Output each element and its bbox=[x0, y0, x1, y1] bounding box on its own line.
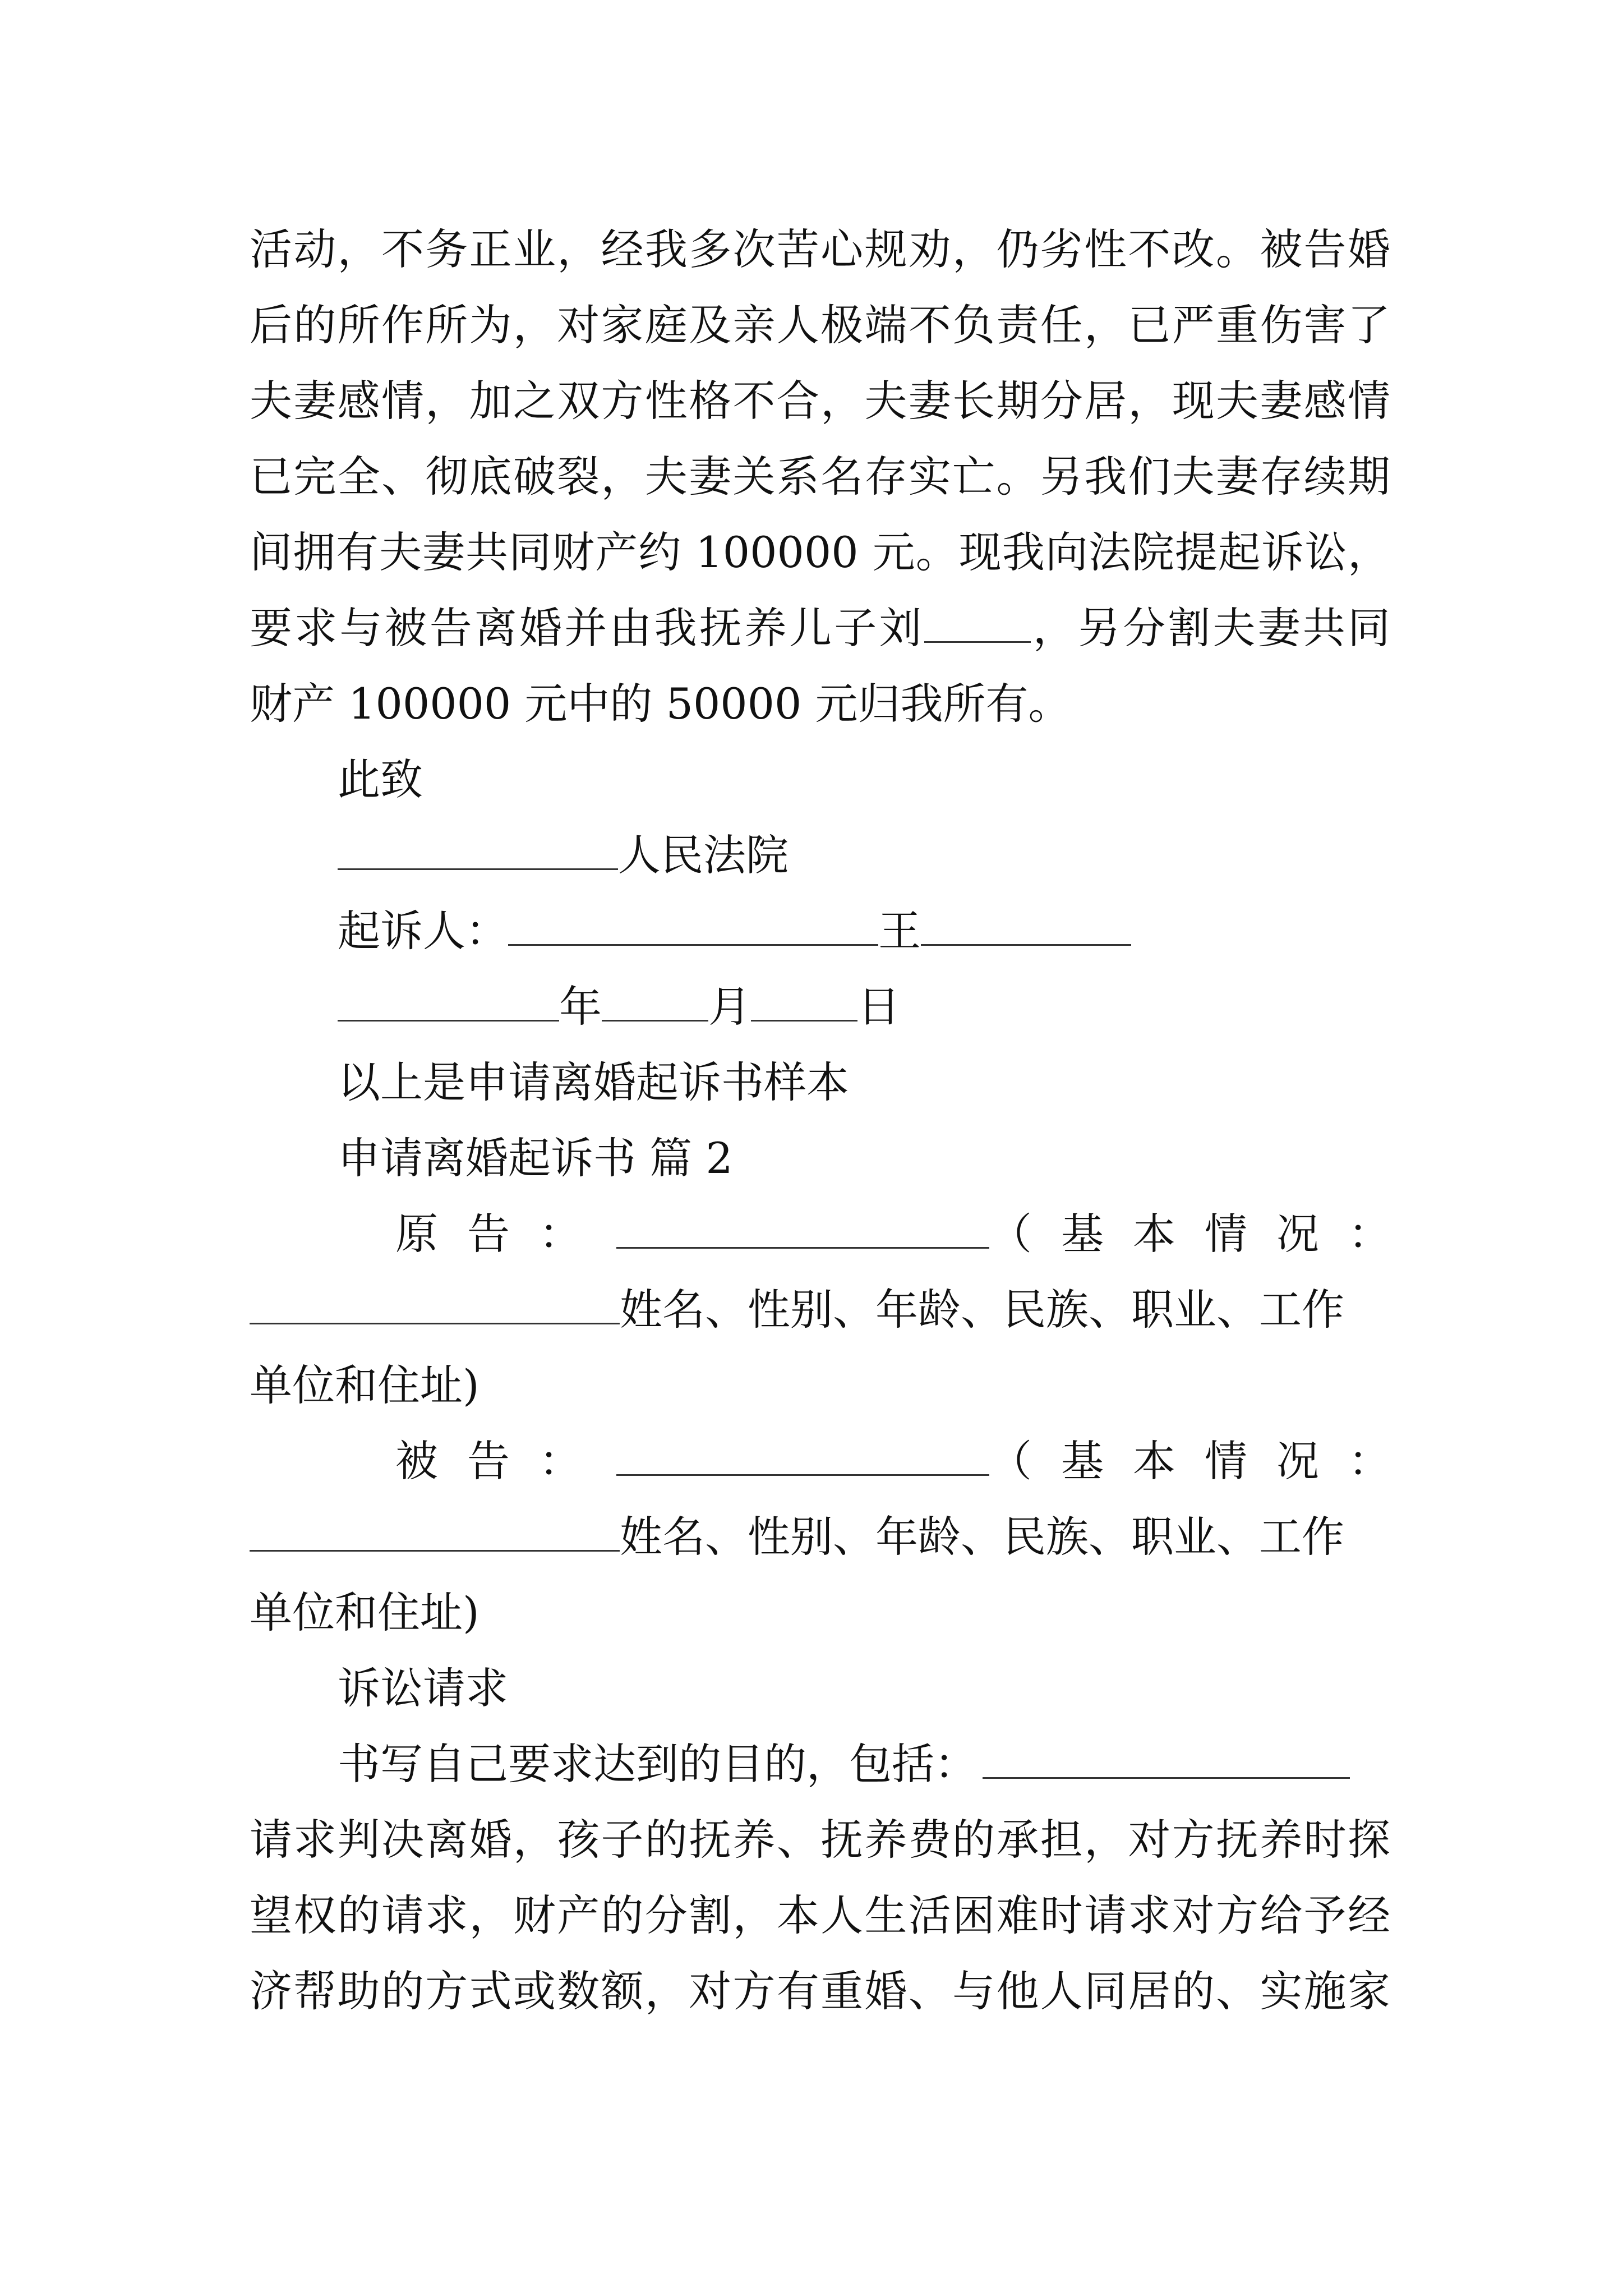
plaintiff-name-blank[interactable] bbox=[616, 1208, 989, 1249]
court-line bbox=[338, 827, 789, 884]
paragraph-text: ，另分割夫妻共同 bbox=[1030, 603, 1391, 653]
plaintiff-row bbox=[395, 1206, 1420, 1262]
year-blank[interactable] bbox=[338, 981, 559, 1022]
day-label: 日 bbox=[857, 982, 900, 1032]
plaintiff-label: 起诉人： bbox=[338, 906, 508, 956]
son-name-blank[interactable] bbox=[924, 602, 1031, 643]
section-title: 申请离婚起诉书 篇 2 bbox=[338, 1133, 733, 1183]
plaintiff-signature-blank[interactable] bbox=[508, 905, 878, 946]
month-label: 月 bbox=[708, 982, 751, 1032]
plaintiff-details: 姓名、性别、年龄、民族、职业、工作 bbox=[620, 1285, 1344, 1335]
plaintiff-role-label: 原告： bbox=[395, 1209, 611, 1259]
basic-info-label: （基本情况： bbox=[989, 1209, 1420, 1259]
paragraph-line: 间拥有夫妻共同财产约 100000 元。现我向法院提起诉讼， bbox=[250, 527, 1390, 577]
plaintiff-name: 王 bbox=[878, 906, 921, 956]
defendant-role-label: 被告： bbox=[395, 1436, 611, 1486]
claims-blank[interactable] bbox=[983, 1738, 1350, 1779]
year-label: 年 bbox=[559, 982, 602, 1032]
claims-line: 望权的请求，财产的分割，本人生活困难时请求对方给予经 bbox=[250, 1890, 1390, 1940]
claims-intro: 书写自己要求达到的目的，包括： bbox=[338, 1739, 977, 1789]
salutation: 此致 bbox=[338, 754, 423, 804]
paragraph-line: 财产 100000 元中的 50000 元归我所有。 bbox=[250, 679, 1071, 729]
paragraph-line: 夫妻感情，加之双方性格不合，夫妻长期分居，现夫妻感情 bbox=[250, 376, 1390, 426]
paragraph-line bbox=[250, 600, 1390, 656]
claims-intro-row bbox=[338, 1736, 1350, 1792]
basic-info-label: （基本情况： bbox=[989, 1436, 1420, 1486]
claims-line: 济帮助的方式或数额，对方有重婚、与他人同居的、实施家 bbox=[250, 1966, 1390, 2016]
plaintiff-details-end: 单位和住址) bbox=[250, 1360, 479, 1410]
paragraph-line: 活动，不务正业，经我多次苦心规劝，仍劣性不改。被告婚 bbox=[250, 224, 1390, 274]
paragraph-text: 要求与被告离婚并由我抚养儿子刘 bbox=[250, 603, 924, 653]
month-blank[interactable] bbox=[602, 981, 708, 1022]
defendant-row bbox=[395, 1433, 1420, 1489]
plaintiff-details-row bbox=[250, 1282, 1344, 1338]
paragraph-line: 已完全、彻底破裂，夫妻关系名存实亡。另我们夫妻存续期 bbox=[250, 452, 1390, 501]
court-suffix: 人民法院 bbox=[618, 830, 789, 880]
defendant-name-blank[interactable] bbox=[616, 1435, 989, 1476]
defendant-details: 姓名、性别、年龄、民族、职业、工作 bbox=[620, 1512, 1344, 1562]
defendant-details-end: 单位和住址) bbox=[250, 1588, 479, 1637]
claims-heading: 诉讼请求 bbox=[338, 1663, 508, 1713]
plaintiff-signature-blank[interactable] bbox=[921, 905, 1131, 946]
day-blank[interactable] bbox=[751, 981, 857, 1022]
summary-text: 以上是申请离婚起诉书样本 bbox=[338, 1057, 849, 1107]
defendant-info-blank[interactable] bbox=[250, 1511, 620, 1552]
paragraph-line: 后的所作所为，对家庭及亲人极端不负责任，已严重伤害了 bbox=[250, 300, 1390, 350]
claims-line: 请求判决离婚，孩子的抚养、抚养费的承担，对方抚养时探 bbox=[250, 1815, 1390, 1865]
date-line bbox=[338, 979, 900, 1035]
defendant-details-row bbox=[250, 1509, 1344, 1565]
court-name-blank[interactable] bbox=[338, 829, 618, 870]
plaintiff-info-blank[interactable] bbox=[250, 1283, 620, 1324]
plaintiff-signature-line bbox=[338, 903, 1131, 959]
